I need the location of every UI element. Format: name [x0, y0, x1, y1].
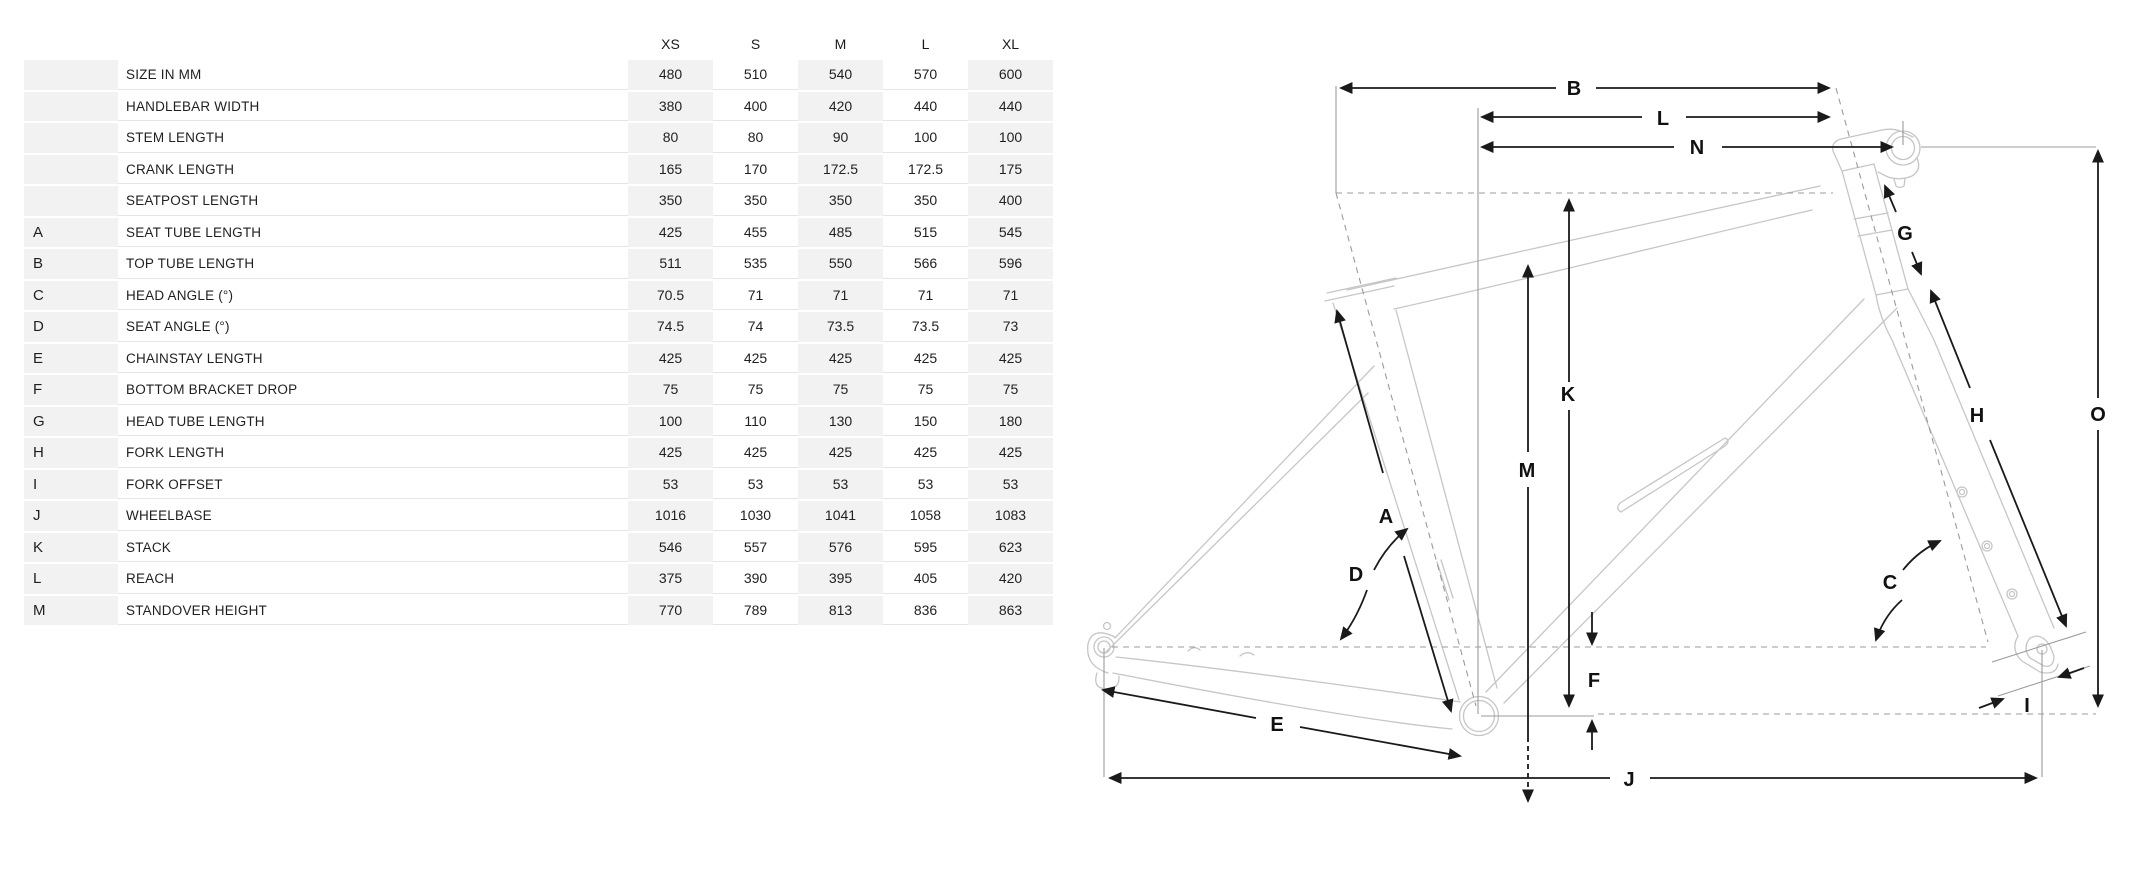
cell-value: 770 [628, 596, 713, 626]
dimension-arrows [1103, 88, 2098, 801]
dim-label-g: G [1897, 223, 1913, 245]
row-label: BOTTOM BRACKET DROP [118, 375, 628, 405]
cell-value: 53 [798, 470, 883, 500]
table-row [24, 123, 1053, 153]
cell-value: 100 [628, 407, 713, 437]
cell-value: 440 [883, 92, 968, 122]
row-label: STACK [118, 533, 628, 563]
cell-value: 100 [883, 123, 968, 153]
size-col-header-l: L [921, 36, 930, 52]
cell-value: 75 [883, 375, 968, 405]
cell-value: 455 [713, 218, 798, 248]
cell-value: 172.5 [883, 155, 968, 185]
cell-value: 75 [628, 375, 713, 405]
row-letter [24, 155, 118, 185]
cell-value: 440 [968, 92, 1053, 122]
cell-value: 863 [968, 596, 1053, 626]
table-row [24, 155, 1053, 185]
row-label: FORK LENGTH [118, 438, 628, 468]
cell-value: 420 [798, 92, 883, 122]
geometry-diagram [1060, 20, 2134, 870]
row-label: STEM LENGTH [118, 123, 628, 153]
cell-value: 73 [968, 312, 1053, 342]
cell-value: 425 [968, 438, 1053, 468]
cell-value: 350 [628, 186, 713, 216]
cell-value: 75 [713, 375, 798, 405]
cell-value: 485 [798, 218, 883, 248]
cell-value: 420 [968, 564, 1053, 594]
cell-value: 73.5 [883, 312, 968, 342]
table-row [24, 344, 1053, 374]
cell-value: 405 [883, 564, 968, 594]
table-row [24, 312, 1053, 342]
dim-label-l: L [1656, 108, 1670, 130]
row-letter [24, 92, 118, 122]
cell-value: 130 [798, 407, 883, 437]
size-col-header-m: M [834, 36, 847, 52]
row-letter: F [24, 375, 118, 405]
cell-value: 623 [968, 533, 1053, 563]
table-row [24, 596, 1053, 626]
cell-value: 172.5 [798, 155, 883, 185]
cell-value: 1030 [713, 501, 798, 531]
row-label: CRANK LENGTH [118, 155, 628, 185]
cell-value: 557 [713, 533, 798, 563]
dim-label-m: M [1518, 460, 1536, 482]
cell-value: 511 [628, 249, 713, 279]
size-header-row [628, 28, 1053, 60]
table-row [24, 564, 1053, 594]
cell-value: 53 [968, 470, 1053, 500]
cell-value: 350 [883, 186, 968, 216]
row-label: WHEELBASE [118, 501, 628, 531]
cell-value: 535 [713, 249, 798, 279]
row-letter: K [24, 533, 118, 563]
table-row [24, 375, 1053, 405]
cell-value: 380 [628, 92, 713, 122]
cell-value: 165 [628, 155, 713, 185]
bike-frame-drawing [1088, 129, 2058, 735]
cell-value: 425 [628, 438, 713, 468]
row-label: FORK OFFSET [118, 470, 628, 500]
cell-value: 110 [713, 407, 798, 437]
geometry-table [24, 28, 1053, 627]
cell-value: 75 [798, 375, 883, 405]
cell-value: 566 [883, 249, 968, 279]
cell-value: 73.5 [798, 312, 883, 342]
cell-value: 390 [713, 564, 798, 594]
table-row [24, 533, 1053, 563]
cell-value: 71 [883, 281, 968, 311]
cell-value: 400 [968, 186, 1053, 216]
row-label: HEAD TUBE LENGTH [118, 407, 628, 437]
cell-value: 1083 [968, 501, 1053, 531]
row-letter: G [24, 407, 118, 437]
dim-label-d: D [1348, 564, 1364, 586]
cell-value: 53 [628, 470, 713, 500]
dim-label-e: E [1270, 714, 1284, 736]
row-letter [24, 60, 118, 90]
table-row [24, 281, 1053, 311]
row-label: HANDLEBAR WIDTH [118, 92, 628, 122]
dim-label-h: H [1969, 405, 1985, 427]
dim-label-b: B [1566, 78, 1582, 100]
cell-value: 515 [883, 218, 968, 248]
cell-value: 546 [628, 533, 713, 563]
size-col-header-xs: XS [661, 36, 680, 52]
cell-value: 595 [883, 533, 968, 563]
row-letter: L [24, 564, 118, 594]
dashed-axis-lines [1112, 88, 2096, 714]
cell-value: 53 [713, 470, 798, 500]
dim-label-n: N [1689, 137, 1705, 159]
row-letter: E [24, 344, 118, 374]
cell-value: 425 [628, 344, 713, 374]
cell-value: 71 [968, 281, 1053, 311]
dim-label-f: F [1587, 670, 1601, 692]
cell-value: 74 [713, 312, 798, 342]
row-letter [24, 186, 118, 216]
dim-label-c: C [1882, 572, 1898, 594]
cell-value: 180 [968, 407, 1053, 437]
row-label: REACH [118, 564, 628, 594]
cell-value: 1058 [883, 501, 968, 531]
cell-value: 425 [713, 344, 798, 374]
table-row [24, 249, 1053, 279]
row-letter: J [24, 501, 118, 531]
cell-value: 100 [968, 123, 1053, 153]
table-row [24, 92, 1053, 122]
cell-value: 1016 [628, 501, 713, 531]
cell-value: 71 [798, 281, 883, 311]
cell-value: 175 [968, 155, 1053, 185]
cell-value: 395 [798, 564, 883, 594]
cell-value: 425 [883, 344, 968, 374]
row-label: SEAT TUBE LENGTH [118, 218, 628, 248]
cell-value: 71 [713, 281, 798, 311]
dim-label-o: O [2090, 404, 2106, 426]
row-label: SIZE IN MM [118, 60, 628, 90]
cell-value: 425 [713, 438, 798, 468]
cell-value: 425 [798, 344, 883, 374]
row-label: HEAD ANGLE (°) [118, 281, 628, 311]
cell-value: 1041 [798, 501, 883, 531]
table-row [24, 501, 1053, 531]
table-row [24, 60, 1053, 90]
row-label: CHAINSTAY LENGTH [118, 344, 628, 374]
row-label: SEAT ANGLE (°) [118, 312, 628, 342]
cell-value: 350 [713, 186, 798, 216]
cell-value: 510 [713, 60, 798, 90]
row-label: SEATPOST LENGTH [118, 186, 628, 216]
table-row [24, 407, 1053, 437]
table-row [24, 186, 1053, 216]
cell-value: 425 [968, 344, 1053, 374]
cell-value: 425 [798, 438, 883, 468]
row-letter: H [24, 438, 118, 468]
cell-value: 350 [798, 186, 883, 216]
cell-value: 540 [798, 60, 883, 90]
dim-label-a: A [1378, 506, 1394, 528]
cell-value: 400 [713, 92, 798, 122]
cell-value: 80 [713, 123, 798, 153]
cell-value: 836 [883, 596, 968, 626]
cell-value: 53 [883, 470, 968, 500]
dim-label-i: I [2024, 695, 2030, 717]
cell-value: 789 [713, 596, 798, 626]
row-label: STANDOVER HEIGHT [118, 596, 628, 626]
dim-label-j: J [1623, 769, 1635, 791]
cell-value: 480 [628, 60, 713, 90]
cell-value: 576 [798, 533, 883, 563]
dim-label-k: K [1560, 384, 1576, 406]
dimension-labels [1270, 78, 2105, 791]
row-letter: A [24, 218, 118, 248]
row-letter: C [24, 281, 118, 311]
table-row [24, 438, 1053, 468]
cell-value: 550 [798, 249, 883, 279]
cell-value: 600 [968, 60, 1053, 90]
cell-value: 75 [968, 375, 1053, 405]
row-letter [24, 123, 118, 153]
row-label: TOP TUBE LENGTH [118, 249, 628, 279]
cell-value: 425 [628, 218, 713, 248]
cell-value: 150 [883, 407, 968, 437]
cell-value: 375 [628, 564, 713, 594]
row-letter: I [24, 470, 118, 500]
cell-value: 813 [798, 596, 883, 626]
table-row [24, 470, 1053, 500]
cell-value: 90 [798, 123, 883, 153]
cell-value: 70.5 [628, 281, 713, 311]
cell-value: 74.5 [628, 312, 713, 342]
row-letter: B [24, 249, 118, 279]
row-letter: M [24, 596, 118, 626]
row-letter: D [24, 312, 118, 342]
cell-value: 80 [628, 123, 713, 153]
size-col-header-s: S [750, 36, 761, 52]
size-col-header-xl: XL [1001, 36, 1020, 52]
table-row [24, 218, 1053, 248]
cell-value: 170 [713, 155, 798, 185]
cell-value: 570 [883, 60, 968, 90]
cell-value: 596 [968, 249, 1053, 279]
cell-value: 545 [968, 218, 1053, 248]
cell-value: 425 [883, 438, 968, 468]
